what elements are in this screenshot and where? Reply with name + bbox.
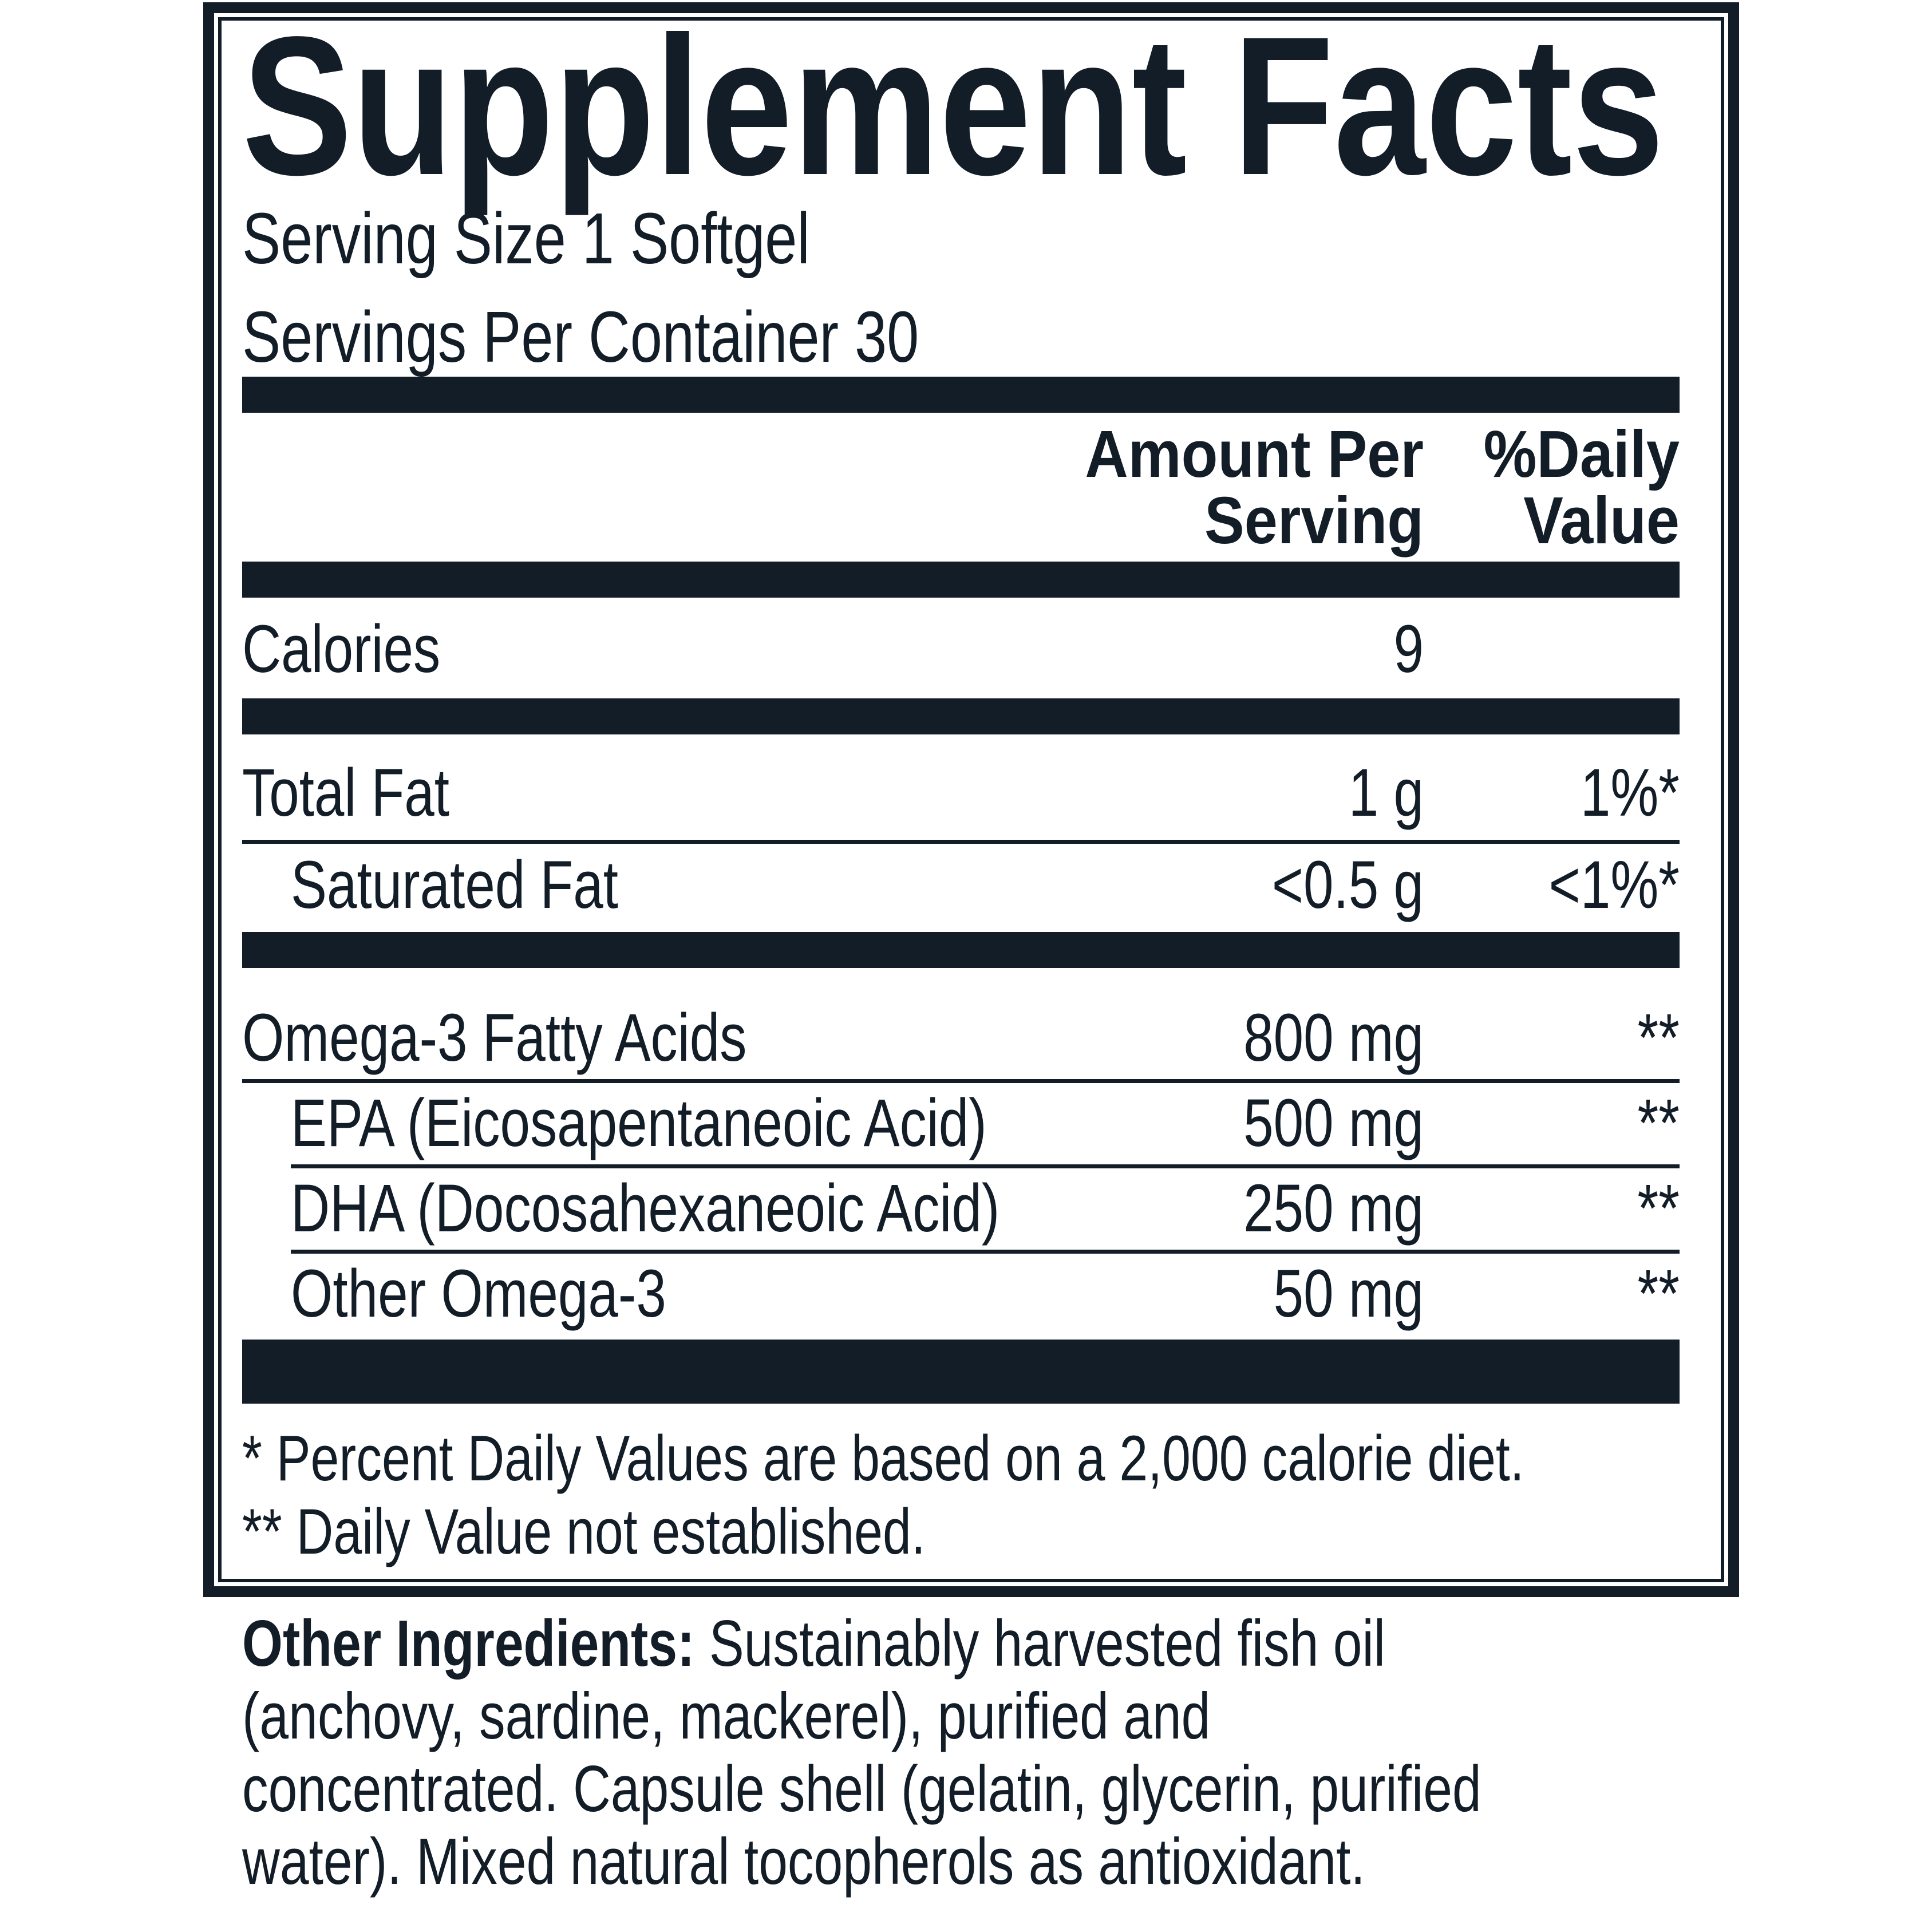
amount-per-serving-header-line1: Amount Per <box>1085 417 1424 491</box>
row-amount: <0.5 g <box>1271 847 1424 923</box>
row-name: Omega-3 Fatty Acids <box>242 1000 747 1076</box>
daily-value-header-line2: Value <box>1523 483 1680 558</box>
daily-value-header <box>1449 417 1680 558</box>
row-amount: 50 mg <box>1273 1256 1424 1332</box>
thick-divider-bar <box>242 562 1680 598</box>
paragraph-line-text: Sustainably harvested fish oil <box>694 1607 1386 1680</box>
calories-row <box>242 598 1680 687</box>
footnote-daily-value-not-established: ** Daily Value not established. <box>242 1496 926 1567</box>
other-ingredients-paragraph <box>242 1607 1753 1898</box>
omega3-fatty-acids-row <box>242 968 1680 1076</box>
supplement-facts-panel <box>203 2 1739 1597</box>
row-name: EPA (Eicosapentaneoic Acid) <box>291 1085 987 1161</box>
dha-row <box>242 1168 1680 1246</box>
thin-divider-rule <box>242 840 1680 844</box>
thick-divider-bar <box>242 698 1680 734</box>
paragraph-line <box>242 1607 1451 1680</box>
paragraph-line: water). Mixed natural tocopherols as antioxidant. <box>242 1826 1365 1898</box>
row-daily-value: ** <box>1637 1000 1680 1076</box>
amount-per-serving-header <box>360 417 1424 558</box>
row-name: Other Omega-3 <box>291 1256 666 1332</box>
row-daily-value: ** <box>1637 1085 1680 1161</box>
column-headers <box>242 417 1680 558</box>
epa-row <box>242 1083 1680 1161</box>
paragraph-line: (anchovy, sardine, mackerel), purified and <box>242 1680 1211 1753</box>
thin-divider-rule <box>291 1164 1680 1168</box>
row-daily-value: 1%* <box>1580 755 1680 831</box>
serving-size-line: Serving Size 1 Softgel <box>242 198 810 279</box>
row-daily-value: <1%* <box>1548 847 1680 923</box>
daily-value-header-line1: %Daily <box>1483 417 1680 491</box>
thin-divider-rule <box>242 1079 1680 1083</box>
row-daily-value: ** <box>1637 1171 1680 1246</box>
supplement-facts-inner-frame <box>218 0 1724 1582</box>
thin-divider-rule <box>291 1250 1680 1254</box>
row-amount: 1 g <box>1348 755 1424 831</box>
paragraph-line: concentrated. Capsule shell (gelatin, glycerin, purified <box>242 1753 1481 1826</box>
row-name: DHA (Docosahexaneoic Acid) <box>291 1171 1000 1246</box>
other-omega3-row <box>242 1254 1680 1332</box>
row-amount: 500 mg <box>1243 1085 1424 1161</box>
row-name: Saturated Fat <box>291 847 618 923</box>
row-name: Total Fat <box>242 755 450 831</box>
other-ingredients-label: Other Ingredients: <box>242 1607 695 1680</box>
amount-per-serving-header-line2: Serving <box>1204 483 1424 558</box>
panel-title: Supplement Facts <box>242 0 1665 216</box>
row-amount: 800 mg <box>1243 1000 1424 1076</box>
saturated-fat-row <box>242 844 1680 923</box>
total-fat-row <box>242 734 1680 831</box>
row-amount: 250 mg <box>1243 1171 1424 1246</box>
thick-divider-bar <box>242 377 1680 413</box>
row-amount: 9 <box>1393 611 1424 687</box>
servings-per-container-line: Servings Per Container 30 <box>242 297 919 377</box>
thick-divider-bar <box>242 932 1680 968</box>
row-name: Calories <box>242 611 441 687</box>
row-daily-value: ** <box>1637 1256 1680 1332</box>
footnote-percent-daily-values: * Percent Daily Values are based on a 2,000 calorie diet. <box>242 1423 1524 1494</box>
thick-divider-bar <box>242 1340 1680 1404</box>
